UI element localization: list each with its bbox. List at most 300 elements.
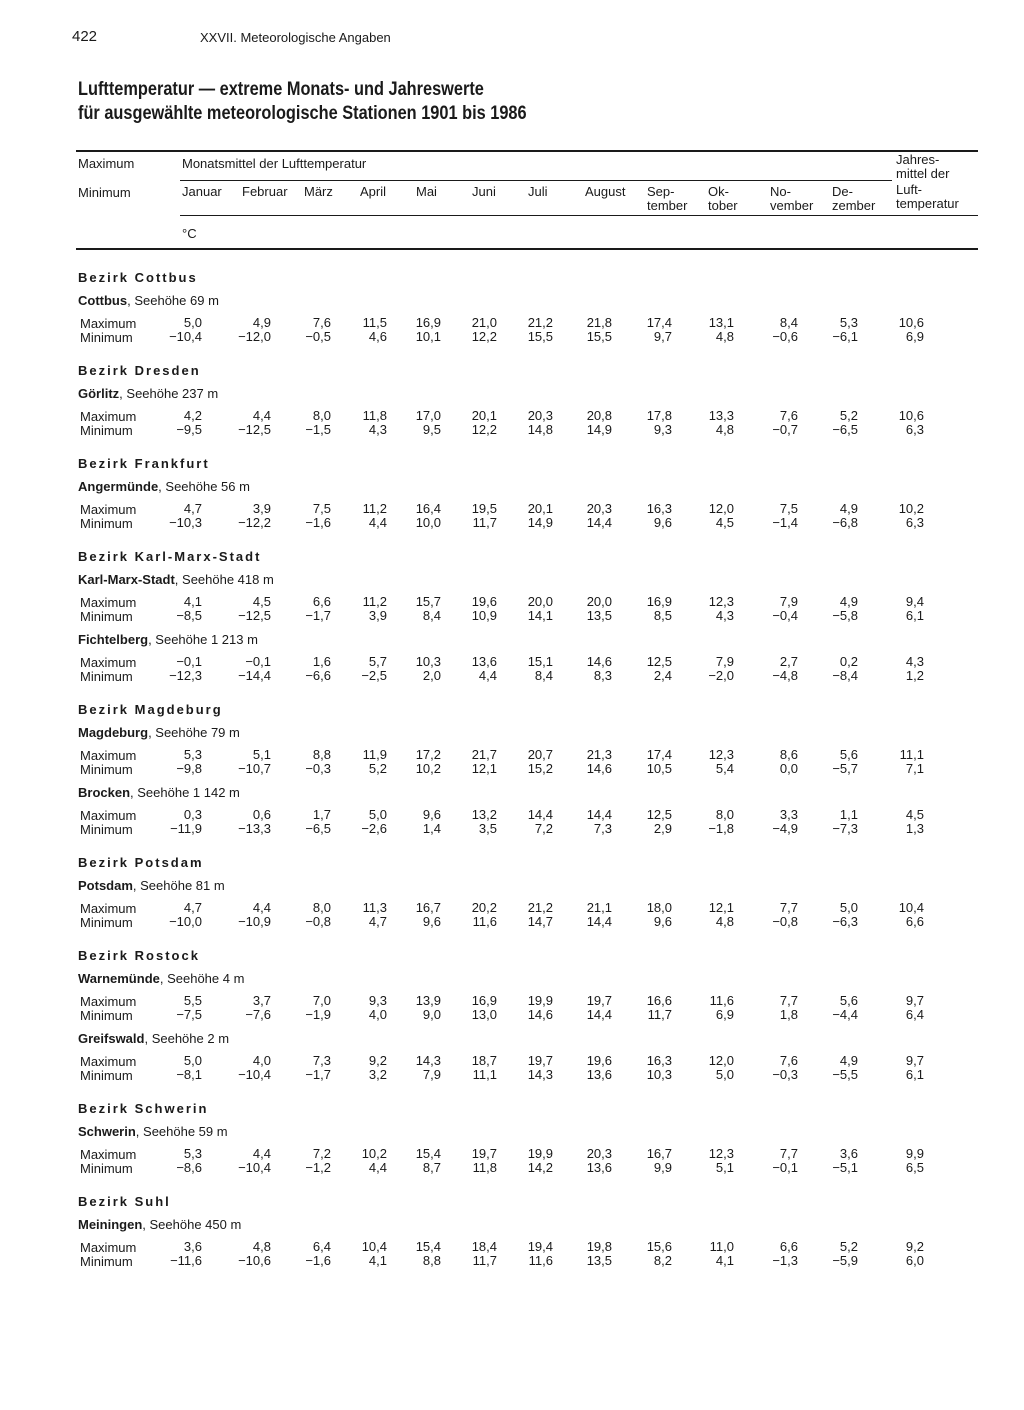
value-min: 4,4 (478, 668, 497, 683)
value-max: 5,7 (368, 654, 387, 669)
value-min: 6,6 (905, 914, 924, 929)
value-max: 8,0 (312, 900, 331, 915)
station-heading (78, 293, 219, 308)
value-min: 11,6 (528, 1253, 553, 1268)
value-max: 11,2 (362, 501, 387, 516)
value-min: 9,6 (653, 914, 672, 929)
page-title-line-2: für ausgewählte meteorologische Stationen 1901 bis 1986 (78, 103, 527, 124)
value-min: 13,6 (586, 1160, 612, 1175)
month-header: März (304, 184, 333, 199)
header-row-max: Maximum (78, 156, 135, 171)
value-max: 4,8 (252, 1239, 271, 1254)
month-header: Sep- (647, 184, 675, 199)
district-heading: Bezirk Suhl (78, 1194, 171, 1209)
value-min: −9,5 (176, 422, 202, 437)
value-min: 4,1 (368, 1253, 387, 1268)
value-min: 6,1 (905, 1067, 924, 1082)
value-max: 5,3 (839, 315, 858, 330)
value-min: 8,8 (422, 1253, 441, 1268)
value-max: 11,3 (362, 900, 387, 915)
value-max: 10,6 (898, 315, 924, 330)
value-max: 16,9 (471, 993, 497, 1008)
row-label-min: Minimum (80, 762, 133, 777)
value-max: 21,7 (471, 747, 497, 762)
value-min: −1,8 (708, 821, 734, 836)
value-max: 1,6 (312, 654, 331, 669)
value-min: 2,4 (653, 668, 672, 683)
month-header: Juni (472, 184, 496, 199)
value-min: 7,3 (593, 821, 612, 836)
value-min: 8,7 (422, 1160, 441, 1175)
value-max: 8,8 (312, 747, 331, 762)
value-max: 5,1 (252, 747, 271, 762)
value-max: 1,1 (839, 807, 858, 822)
value-min: −7,3 (832, 821, 858, 836)
value-max: 8,0 (715, 807, 734, 822)
value-max: 19,9 (527, 1146, 553, 1161)
value-min: 14,3 (527, 1067, 553, 1082)
value-max: 11,6 (709, 993, 734, 1008)
value-min: 14,1 (527, 608, 553, 623)
value-min: 7,2 (534, 821, 553, 836)
value-min: −8,1 (176, 1067, 202, 1082)
value-max: 4,9 (839, 501, 858, 516)
value-min: −1,4 (772, 515, 798, 530)
station-elevation: , Seehöhe 59 m (135, 1124, 228, 1139)
value-max: 9,2 (368, 1053, 387, 1068)
value-max: 7,6 (779, 408, 798, 423)
month-header: zember (832, 198, 876, 213)
value-max: 8,4 (779, 315, 798, 330)
value-max: 4,9 (839, 594, 858, 609)
value-max: 19,6 (586, 1053, 612, 1068)
value-min: 11,7 (647, 1007, 672, 1022)
value-max: 19,8 (586, 1239, 612, 1254)
value-min: 6,1 (905, 608, 924, 623)
value-max: 13,6 (471, 654, 497, 669)
value-min: 6,3 (905, 422, 924, 437)
value-max: 21,2 (527, 900, 553, 915)
value-max: 10,2 (898, 501, 924, 516)
value-min: −12,3 (169, 668, 202, 683)
value-max: −0,1 (176, 654, 202, 669)
value-max: 13,3 (708, 408, 734, 423)
row-label-min: Minimum (80, 1008, 133, 1023)
station-elevation: , Seehöhe 81 m (132, 878, 225, 893)
value-min: 6,9 (905, 329, 924, 344)
value-max: 7,0 (312, 993, 331, 1008)
value-min: 9,6 (422, 914, 441, 929)
value-min: −10,4 (169, 329, 202, 344)
station-heading (78, 386, 218, 401)
month-header: tember (647, 198, 688, 213)
district-heading: Bezirk Dresden (78, 363, 201, 378)
value-max: 12,5 (646, 807, 672, 822)
value-max: 9,9 (905, 1146, 924, 1161)
annual-header: Luft- (896, 182, 923, 197)
value-max: 16,7 (646, 1146, 672, 1161)
value-min: −0,5 (305, 329, 331, 344)
value-min: −1,6 (305, 515, 331, 530)
value-max: 4,0 (252, 1053, 271, 1068)
table-top-rule (76, 150, 978, 152)
value-max: 7,7 (779, 1146, 798, 1161)
value-min: −0,4 (772, 608, 798, 623)
value-min: 12,1 (471, 761, 497, 776)
value-min: 9,3 (653, 422, 672, 437)
month-header: No- (770, 184, 791, 199)
value-max: 20,1 (527, 501, 553, 516)
value-max: 20,3 (527, 408, 553, 423)
value-max: 11,5 (362, 315, 387, 330)
value-min: −7,5 (176, 1007, 202, 1022)
value-min: 8,2 (653, 1253, 672, 1268)
value-min: −10,7 (238, 761, 271, 776)
value-max: 13,9 (415, 993, 441, 1008)
value-min: −0,3 (772, 1067, 798, 1082)
station-name: Görlitz (78, 386, 120, 401)
annual-header: temperatur (896, 196, 959, 211)
district-heading: Bezirk Cottbus (78, 270, 198, 285)
value-max: 5,5 (183, 993, 202, 1008)
value-min: 6,4 (905, 1007, 924, 1022)
value-min: 1,8 (779, 1007, 798, 1022)
header-unit-rule (180, 215, 978, 216)
station-name: Greifswald (78, 1031, 145, 1046)
month-header: Ok- (708, 184, 729, 199)
station-name: Schwerin (78, 1124, 136, 1139)
value-min: −8,4 (832, 668, 858, 683)
station-elevation: , Seehöhe 56 m (158, 479, 250, 494)
value-max: 11,2 (362, 594, 387, 609)
value-max: 20,3 (586, 501, 612, 516)
value-min: 9,9 (653, 1160, 672, 1175)
value-max: 9,4 (905, 594, 924, 609)
value-max: 12,0 (708, 1053, 734, 1068)
value-max: 5,2 (839, 1239, 858, 1254)
value-min: 6,3 (905, 515, 924, 530)
value-max: 12,1 (708, 900, 734, 915)
value-min: −14,4 (238, 668, 271, 683)
value-max: 21,8 (586, 315, 612, 330)
station-name: Fichtelberg (78, 632, 149, 647)
value-min: −6,5 (305, 821, 331, 836)
value-max: 20,0 (527, 594, 553, 609)
value-min: 1,3 (905, 821, 924, 836)
value-max: 0,6 (252, 807, 271, 822)
row-label-max: Maximum (80, 655, 137, 670)
row-label-max: Maximum (80, 1147, 137, 1162)
value-min: 5,1 (715, 1160, 734, 1175)
month-header: Mai (416, 184, 437, 199)
station-elevation: , Seehöhe 237 m (119, 386, 219, 401)
station-heading (78, 725, 240, 740)
value-min: 3,9 (368, 608, 387, 623)
value-min: 4,7 (368, 914, 387, 929)
district-heading: Bezirk Frankfurt (78, 456, 210, 471)
value-max: 11,8 (362, 408, 387, 423)
value-max: 14,4 (586, 807, 612, 822)
value-min: −10,0 (169, 914, 202, 929)
value-max: 12,3 (708, 747, 734, 762)
station-name: Angermünde (78, 479, 159, 494)
row-label-max: Maximum (80, 409, 137, 424)
station-name: Warnemünde (78, 971, 160, 986)
value-min: 8,4 (422, 608, 441, 623)
value-min: −7,6 (245, 1007, 271, 1022)
month-header: tober (708, 198, 738, 213)
row-label-max: Maximum (80, 994, 137, 1009)
value-min: −12,5 (238, 422, 271, 437)
unit-label: °C (182, 226, 197, 241)
value-max: 10,4 (361, 1239, 387, 1254)
value-max: 7,5 (779, 501, 798, 516)
value-max: 9,6 (422, 807, 441, 822)
value-min: 14,6 (586, 761, 612, 776)
value-min: 14,8 (527, 422, 553, 437)
value-max: 5,6 (839, 993, 858, 1008)
value-max: 21,2 (527, 315, 553, 330)
value-min: 4,4 (368, 515, 387, 530)
station-heading (78, 878, 225, 893)
value-max: 4,5 (252, 594, 271, 609)
page-title-line-1: Lufttemperatur — extreme Monats- und Jahreswerte (78, 79, 484, 100)
value-min: 3,5 (478, 821, 497, 836)
value-max: 9,2 (905, 1239, 924, 1254)
value-min: −10,3 (169, 515, 202, 530)
station-elevation: , Seehöhe 418 m (174, 572, 274, 587)
station-heading (78, 572, 274, 587)
value-max: 8,0 (312, 408, 331, 423)
row-label-min: Minimum (80, 423, 133, 438)
value-max: 5,0 (839, 900, 858, 915)
value-min: 11,6 (472, 914, 497, 929)
station-heading (78, 632, 258, 647)
row-label-min: Minimum (80, 669, 133, 684)
value-min: −5,9 (832, 1253, 858, 1268)
value-min: −5,8 (832, 608, 858, 623)
value-max: 6,6 (312, 594, 331, 609)
value-max: 11,1 (899, 747, 924, 762)
value-max: 2,7 (779, 654, 798, 669)
value-min: −13,3 (238, 821, 271, 836)
value-min: −1,6 (305, 1253, 331, 1268)
value-min: 9,5 (422, 422, 441, 437)
value-max: 4,1 (183, 594, 202, 609)
value-max: 20,2 (471, 900, 497, 915)
value-min: −1,7 (305, 608, 331, 623)
value-max: 3,6 (839, 1146, 858, 1161)
station-heading (78, 1124, 228, 1139)
month-header: Juli (528, 184, 548, 199)
value-min: 4,0 (368, 1007, 387, 1022)
row-label-max: Maximum (80, 316, 137, 331)
value-max: 5,3 (183, 747, 202, 762)
row-label-max: Maximum (80, 595, 137, 610)
value-min: 9,6 (653, 515, 672, 530)
station-elevation: , Seehöhe 450 m (142, 1217, 242, 1232)
header-row-min: Minimum (78, 185, 131, 200)
value-min: −4,4 (832, 1007, 858, 1022)
header-group-rule (180, 180, 892, 181)
row-label-min: Minimum (80, 516, 133, 531)
value-max: 3,9 (252, 501, 271, 516)
row-label-min: Minimum (80, 915, 133, 930)
row-label-min: Minimum (80, 330, 133, 345)
value-min: −2,6 (361, 821, 387, 836)
value-min: −10,9 (238, 914, 271, 929)
value-min: −8,6 (176, 1160, 202, 1175)
value-min: 14,9 (527, 515, 553, 530)
value-max: 19,7 (527, 1053, 553, 1068)
header-bottom-rule (76, 248, 978, 250)
value-max: 16,3 (646, 501, 672, 516)
value-min: 15,5 (586, 329, 612, 344)
value-min: 10,0 (415, 515, 441, 530)
value-max: 4,9 (252, 315, 271, 330)
value-min: 10,3 (646, 1067, 672, 1082)
value-max: 4,2 (183, 408, 202, 423)
value-min: −0,6 (772, 329, 798, 344)
value-max: 7,6 (779, 1053, 798, 1068)
value-max: 8,6 (779, 747, 798, 762)
value-min: 13,0 (471, 1007, 497, 1022)
value-min: 14,4 (586, 914, 612, 929)
value-max: 9,7 (905, 993, 924, 1008)
value-max: 6,4 (312, 1239, 331, 1254)
value-max: 19,9 (527, 993, 553, 1008)
value-max: 16,9 (415, 315, 441, 330)
station-elevation: , Seehöhe 2 m (144, 1031, 230, 1046)
value-min: 14,7 (527, 914, 553, 929)
value-max: 17,2 (415, 747, 441, 762)
value-min: −10,4 (238, 1067, 271, 1082)
value-min: −10,4 (238, 1160, 271, 1175)
value-max: 4,9 (839, 1053, 858, 1068)
value-min: −4,8 (772, 668, 798, 683)
value-max: 3,6 (183, 1239, 202, 1254)
district-heading: Bezirk Schwerin (78, 1101, 209, 1116)
value-min: −1,2 (305, 1160, 331, 1175)
station-heading (78, 1217, 241, 1232)
value-min: −1,7 (305, 1067, 331, 1082)
station-elevation: , Seehöhe 69 m (127, 293, 219, 308)
value-max: 4,4 (252, 408, 271, 423)
value-max: 19,7 (471, 1146, 497, 1161)
value-min: −12,0 (238, 329, 271, 344)
value-min: 7,9 (422, 1067, 441, 1082)
value-max: 19,5 (471, 501, 497, 516)
value-max: 10,3 (415, 654, 441, 669)
value-min: 2,9 (653, 821, 672, 836)
value-min: −5,5 (832, 1067, 858, 1082)
station-elevation: , Seehöhe 4 m (159, 971, 245, 986)
value-max: 13,2 (471, 807, 497, 822)
district-heading: Bezirk Rostock (78, 948, 200, 963)
value-max: 15,1 (527, 654, 553, 669)
district-heading: Bezirk Karl-Marx-Stadt (78, 549, 262, 564)
value-min: 10,2 (415, 761, 441, 776)
value-min: 5,4 (715, 761, 734, 776)
value-max: 4,7 (183, 501, 202, 516)
value-min: 13,5 (586, 1253, 612, 1268)
row-label-max: Maximum (80, 901, 137, 916)
value-min: 10,5 (646, 761, 672, 776)
value-max: 16,3 (646, 1053, 672, 1068)
value-max: 4,3 (905, 654, 924, 669)
value-max: 0,3 (183, 807, 202, 822)
value-max: 21,0 (471, 315, 497, 330)
value-max: 20,3 (586, 1146, 612, 1161)
value-min: 14,2 (527, 1160, 553, 1175)
value-max: 12,3 (708, 1146, 734, 1161)
value-min: −0,8 (305, 914, 331, 929)
value-max: 20,7 (527, 747, 553, 762)
value-min: 1,4 (422, 821, 441, 836)
value-max: 16,7 (415, 900, 441, 915)
value-max: 18,7 (471, 1053, 497, 1068)
value-min: −1,3 (772, 1253, 798, 1268)
value-max: 17,0 (415, 408, 441, 423)
station-elevation: , Seehöhe 1 142 m (130, 785, 240, 800)
value-max: 19,4 (527, 1239, 553, 1254)
district-heading: Bezirk Magdeburg (78, 702, 223, 717)
value-max: 19,6 (471, 594, 497, 609)
value-min: −2,0 (708, 668, 734, 683)
value-max: 14,3 (415, 1053, 441, 1068)
value-min: −1,5 (305, 422, 331, 437)
month-header: August (585, 184, 626, 199)
value-max: 15,7 (415, 594, 441, 609)
district-heading: Bezirk Potsdam (78, 855, 204, 870)
row-label-max: Maximum (80, 1240, 137, 1255)
month-header: April (360, 184, 387, 199)
value-max: 4,7 (183, 900, 202, 915)
station-heading (78, 971, 244, 986)
value-max: 15,4 (415, 1146, 441, 1161)
value-min: 14,6 (527, 1007, 553, 1022)
value-min: 12,2 (471, 329, 497, 344)
value-min: −6,5 (832, 422, 858, 437)
value-max: 11,9 (362, 747, 387, 762)
value-max: 16,6 (646, 993, 672, 1008)
value-min: 8,3 (593, 668, 612, 683)
annual-header: Jahres- (896, 152, 940, 167)
value-max: 7,9 (715, 654, 734, 669)
row-label-min: Minimum (80, 1254, 133, 1269)
value-min: −0,3 (305, 761, 331, 776)
value-min: −6,8 (832, 515, 858, 530)
value-min: 2,0 (422, 668, 441, 683)
value-min: −11,6 (170, 1253, 202, 1268)
value-min: 4,8 (715, 329, 734, 344)
value-min: −12,2 (238, 515, 271, 530)
value-max: 9,3 (368, 993, 387, 1008)
value-min: 15,2 (527, 761, 553, 776)
value-max: 7,7 (779, 900, 798, 915)
value-min: −4,9 (772, 821, 798, 836)
station-heading (78, 785, 240, 800)
value-max: 19,7 (586, 993, 612, 1008)
value-max: 15,4 (415, 1239, 441, 1254)
value-min: 10,9 (471, 608, 497, 623)
month-header: Januar (182, 184, 222, 199)
value-min: 4,8 (715, 422, 734, 437)
value-max: 5,3 (183, 1146, 202, 1161)
station-heading (78, 1031, 229, 1046)
value-min: 8,5 (653, 608, 672, 623)
value-max: 14,6 (586, 654, 612, 669)
